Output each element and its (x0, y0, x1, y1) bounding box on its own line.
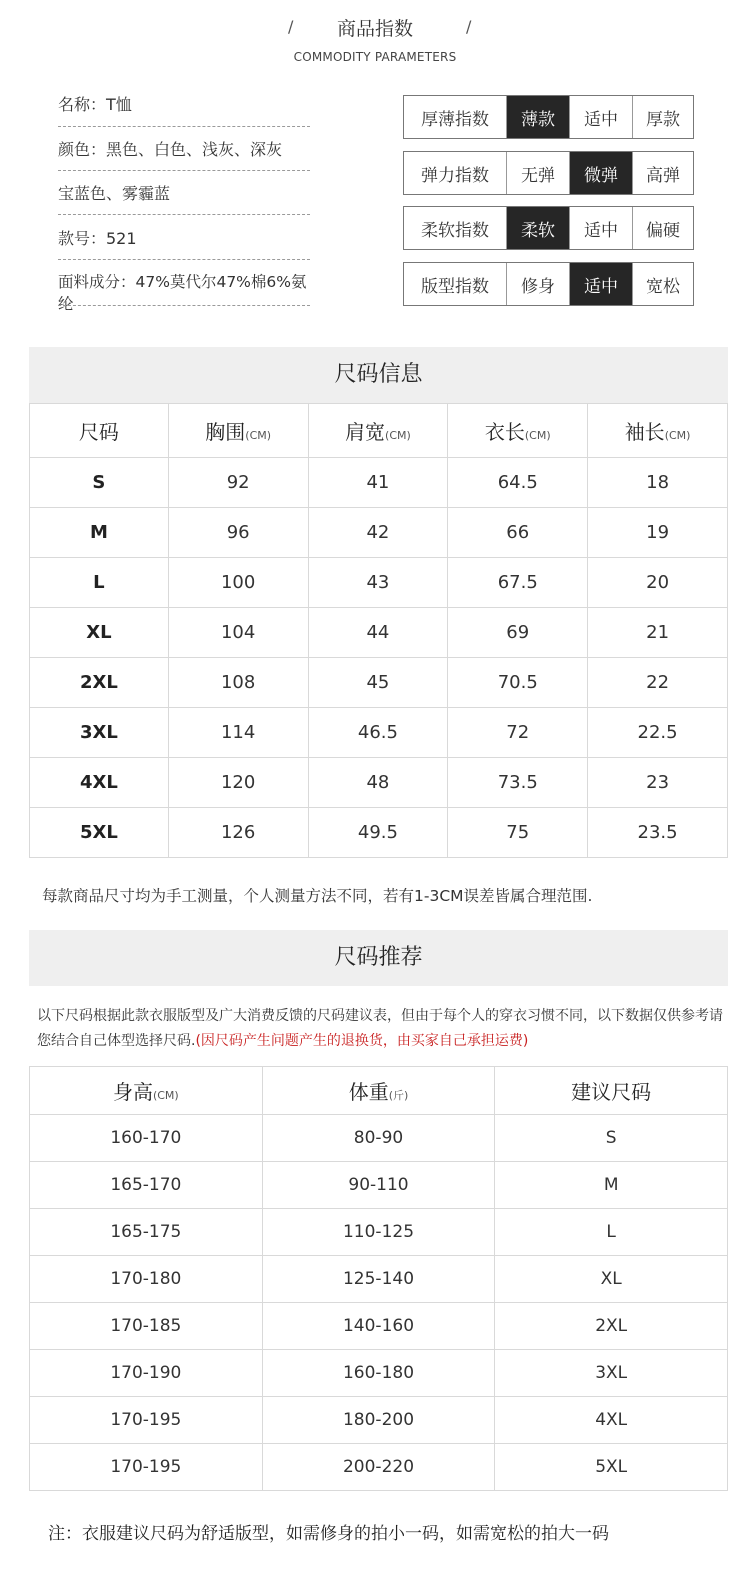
column-name: 身高 (112, 1080, 153, 1104)
column-unit: (CM) (524, 429, 551, 442)
measurement-cell: 66 (448, 508, 588, 558)
table-row (30, 458, 728, 508)
weight-cell: 125-140 (262, 1256, 495, 1303)
size-cell: 2XL (30, 658, 169, 708)
weight-cell: 90-110 (262, 1162, 495, 1209)
index-option: 无弹 (506, 152, 569, 194)
measurement-cell: 49.5 (308, 808, 448, 858)
size-cell: 5XL (30, 808, 169, 858)
index-option: 厚款 (632, 96, 693, 138)
height-cell: 170-195 (30, 1444, 263, 1491)
measurement-cell: 67.5 (448, 558, 588, 608)
height-cell: 170-195 (30, 1397, 263, 1444)
column-unit: (CM) (664, 429, 691, 442)
index-label: 柔软指数 (421, 220, 489, 241)
table-row (30, 1350, 728, 1397)
size-rec-table (29, 1066, 728, 1491)
table-header-cell (448, 404, 588, 458)
measurement-cell: 23.5 (588, 808, 728, 858)
weight-cell: 200-220 (262, 1444, 495, 1491)
height-cell: 165-170 (30, 1162, 263, 1209)
index-option: 修身 (506, 263, 569, 305)
measurement-cell: 96 (168, 508, 308, 558)
measurement-cell: 48 (308, 758, 448, 808)
measurement-cell: 73.5 (448, 758, 588, 808)
suggested-size-cell: M (495, 1162, 728, 1209)
size-cell: M (30, 508, 169, 558)
column-name: 建议尺码 (571, 1080, 652, 1104)
size-cell: L (30, 558, 169, 608)
size-cell: 3XL (30, 708, 169, 758)
index-option: 偏硬 (632, 207, 693, 249)
table-row (30, 1444, 728, 1491)
height-cell: 160-170 (30, 1115, 263, 1162)
table-row (30, 1162, 728, 1209)
column-unit: (斤) (388, 1089, 409, 1102)
measurement-cell: 114 (168, 708, 308, 758)
size-rec-note: 注：衣服建议尺码为舒适版型，如需修身的拍小一码，如需宽松的拍大一码 (48, 1524, 609, 1544)
size-cell: S (30, 458, 169, 508)
table-row (30, 658, 728, 708)
index-label: 弹力指数 (421, 165, 489, 186)
param-fabric: 面料成分：47%莫代尔47%棉6%氨纶 (58, 273, 307, 313)
suggested-size-cell: S (495, 1115, 728, 1162)
index-row (403, 262, 694, 306)
weight-cell: 160-180 (262, 1350, 495, 1397)
measurement-cell: 70.5 (448, 658, 588, 708)
param-name: 名称：T恤 (58, 95, 132, 114)
table-row (30, 508, 728, 558)
weight-cell: 180-200 (262, 1397, 495, 1444)
measurement-cell: 21 (588, 608, 728, 658)
measurement-cell: 120 (168, 758, 308, 808)
table-header-cell (308, 404, 448, 458)
measurement-cell: 69 (448, 608, 588, 658)
index-row (403, 206, 694, 250)
column-name: 胸围 (205, 420, 246, 444)
measurement-cell: 23 (588, 758, 728, 808)
measurement-cell: 19 (588, 508, 728, 558)
measurement-cell: 44 (308, 608, 448, 658)
table-header-cell (168, 404, 308, 458)
param-divider (58, 259, 310, 260)
table-row (30, 1209, 728, 1256)
suggested-size-cell: 3XL (495, 1350, 728, 1397)
table-header-cell (262, 1067, 495, 1115)
index-option: 高弹 (632, 152, 693, 194)
table-header-row (30, 1067, 728, 1115)
measurement-cell: 92 (168, 458, 308, 508)
table-header-cell (30, 404, 169, 458)
table-row (30, 708, 728, 758)
header-slash-right: / (466, 17, 472, 36)
measurement-cell: 100 (168, 558, 308, 608)
table-row (30, 758, 728, 808)
height-cell: 170-185 (30, 1303, 263, 1350)
table-row (30, 558, 728, 608)
measurement-cell: 43 (308, 558, 448, 608)
height-cell: 170-190 (30, 1350, 263, 1397)
measurement-cell: 18 (588, 458, 728, 508)
header-slash-left: / (288, 17, 294, 36)
table-row (30, 1397, 728, 1444)
table-row (30, 808, 728, 858)
measurement-cell: 41 (308, 458, 448, 508)
size-cell: 4XL (30, 758, 169, 808)
table-header-row (30, 404, 728, 458)
column-unit: (CM) (152, 1089, 179, 1102)
measurement-cell: 64.5 (448, 458, 588, 508)
size-info-table (29, 403, 728, 858)
measurement-cell: 72 (448, 708, 588, 758)
size-cell: XL (30, 608, 169, 658)
column-name: 尺码 (78, 420, 119, 444)
index-option: 适中 (569, 207, 632, 249)
measurement-cell: 22 (588, 658, 728, 708)
index-label: 版型指数 (421, 276, 489, 297)
height-cell: 170-180 (30, 1256, 263, 1303)
measurement-cell: 46.5 (308, 708, 448, 758)
index-option-selected: 柔软 (506, 207, 569, 249)
param-color: 颜色：黑色、白色、浅灰、深灰 (58, 140, 283, 159)
table-header-cell (495, 1067, 728, 1115)
table-row (30, 1303, 728, 1350)
suggested-size-cell: L (495, 1209, 728, 1256)
page-subtitle: COMMODITY PARAMETERS (293, 50, 457, 64)
param-divider (58, 126, 310, 127)
table-row (30, 1256, 728, 1303)
measurement-cell: 126 (168, 808, 308, 858)
size-info-title: 尺码信息 (29, 347, 728, 403)
size-rec-title: 尺码推荐 (29, 930, 728, 986)
suggested-size-cell: 5XL (495, 1444, 728, 1491)
param-color-cont: 宝蓝色、雾霾蓝 (58, 184, 171, 203)
param-divider (58, 305, 310, 306)
page-title: 商品指数 (336, 18, 413, 40)
suggested-size-cell: 2XL (495, 1303, 728, 1350)
table-header-cell (588, 404, 728, 458)
size-rec-desc-text: 以下尺码根据此款衣服版型及广大消费反馈的尺码建议表，但由于每个人的穿衣习惯不同，以下数据仅供参考请您结合自己体型选择尺码. (37, 1008, 723, 1049)
index-option-selected: 薄款 (506, 96, 569, 138)
column-name: 袖长 (624, 420, 665, 444)
index-option: 适中 (569, 96, 632, 138)
param-style-no: 款号：521 (58, 229, 137, 248)
index-option-selected: 适中 (569, 263, 632, 305)
height-cell: 165-175 (30, 1209, 263, 1256)
size-rec-desc (37, 1004, 727, 1054)
weight-cell: 140-160 (262, 1303, 495, 1350)
suggested-size-cell: XL (495, 1256, 728, 1303)
index-option-selected: 微弹 (569, 152, 632, 194)
measurement-cell: 108 (168, 658, 308, 708)
size-rec-desc-warning: (因尺码产生问题产生的退换货，由买家自己承担运费) (195, 1033, 529, 1049)
column-name: 肩宽 (345, 420, 386, 444)
index-label: 厚薄指数 (421, 109, 489, 130)
weight-cell: 80-90 (262, 1115, 495, 1162)
suggested-size-cell: 4XL (495, 1397, 728, 1444)
measurement-cell: 75 (448, 808, 588, 858)
measurement-cell: 20 (588, 558, 728, 608)
measurement-cell: 104 (168, 608, 308, 658)
column-name: 体重 (348, 1080, 389, 1104)
column-unit: (CM) (385, 429, 411, 442)
index-option: 宽松 (632, 263, 693, 305)
param-divider (58, 214, 310, 215)
weight-cell: 110-125 (262, 1209, 495, 1256)
index-row (403, 151, 694, 195)
measurement-cell: 45 (308, 658, 448, 708)
column-unit: (CM) (245, 429, 272, 442)
column-name: 衣长 (484, 420, 525, 444)
param-divider (58, 170, 310, 171)
measurement-cell: 42 (308, 508, 448, 558)
table-row (30, 608, 728, 658)
table-row (30, 1115, 728, 1162)
size-info-note: 每款商品尺寸均为手工测量，个人测量方法不同，若有1-3CM误差皆属合理范围. (42, 887, 593, 905)
table-header-cell (30, 1067, 263, 1115)
measurement-cell: 22.5 (588, 708, 728, 758)
index-row (403, 95, 694, 139)
